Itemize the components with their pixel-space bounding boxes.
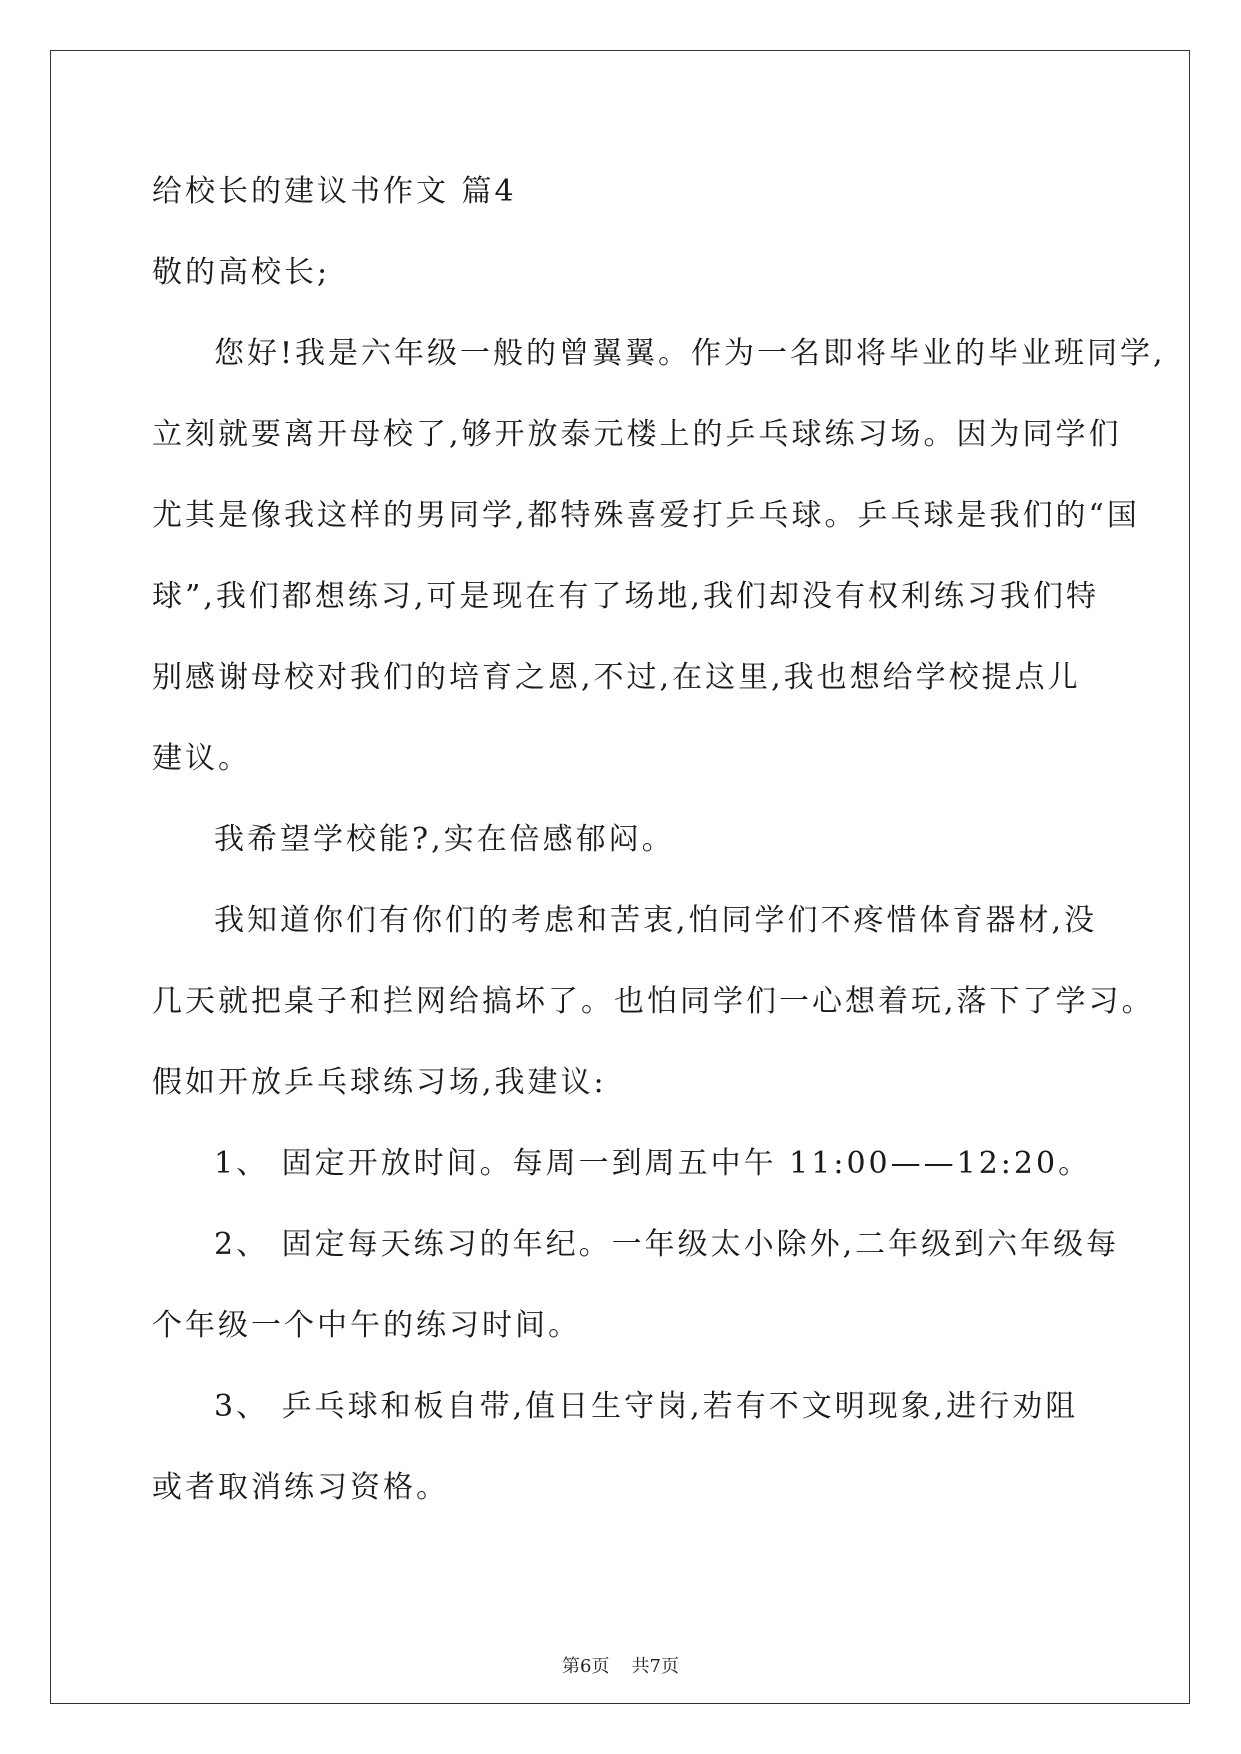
paragraph-line: 别感谢母校对我们的培育之恩,不过,在这里,我也想给学校提点儿: [152, 660, 1081, 695]
paragraph-line: 敬的高校长;: [152, 255, 331, 290]
paragraph-line: 假如开放乒乓球练习场,我建议:: [152, 1065, 607, 1100]
list-item-line: 或者取消练习资格。: [152, 1470, 449, 1505]
paragraph-line: 几天就把桌子和拦网给搞坏了。也怕同学们一心想着玩,落下了学习。: [152, 984, 1155, 1019]
paragraph-line: 球”,我们都想练习,可是现在有了场地,我们却没有权利练习我们特: [152, 579, 1099, 614]
paragraph-line: 尤其是像我这样的男同学,都特殊喜爱打乒乓球。乒乓球是我们的“国: [152, 498, 1140, 533]
total-pages-label: 共7页: [631, 1656, 679, 1677]
document-title: 给校长的建议书作文 篇4: [152, 174, 517, 209]
list-item-line: 2、 固定每天练习的年纪。一年级太小除外,二年级到六年级每: [214, 1227, 1120, 1262]
list-item-line: 1、 固定开放时间。每周一到周五中午 11:00——12:20。: [214, 1146, 1092, 1181]
list-item-line: 3、 乒乓球和板自带,值日生守岗,若有不文明现象,进行劝阻: [214, 1389, 1079, 1424]
paragraph-line: 您好!我是六年级一般的曾翼翼。作为一名即将毕业的毕业班同学,: [214, 336, 1166, 371]
document-body: [152, 165, 1166, 1542]
paragraph-line: 建议。: [152, 741, 251, 776]
list-item-line: 个年级一个中午的练习时间。: [152, 1308, 581, 1343]
paragraph-line: 我希望学校能?,实在倍感郁闷。: [214, 822, 675, 857]
page-footer: [0, 1652, 1241, 1678]
paragraph-line: 立刻就要离开母校了,够开放泰元楼上的乒乓球练习场。因为同学们: [152, 417, 1122, 452]
paragraph-line: 我知道你们有你们的考虑和苦衷,怕同学们不疼惜体育器材,没: [214, 903, 1098, 938]
current-page-label: 第6页: [562, 1656, 610, 1677]
